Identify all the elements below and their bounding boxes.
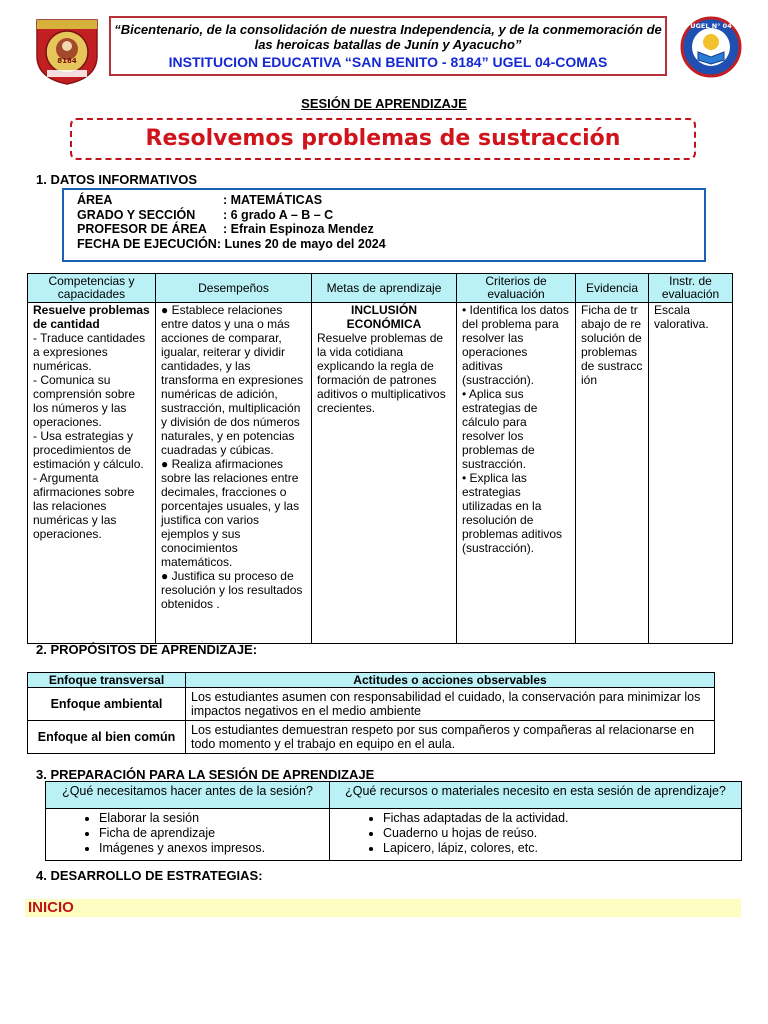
list-item: • Ficha de aprendizaje — [99, 826, 329, 841]
table-row — [46, 809, 742, 861]
desempeno-item: ● Establece relaciones entre datos y una o más acciones de comparar, igualar, reiterar y dividir cantidades, y las transforma en expresiones numéricas de adición, sustracción, multiplicación y división de dos números naturales, y en potencias cuadradas y cúbicas. — [161, 303, 304, 457]
enfoques-table — [27, 672, 715, 754]
session-label: SESIÓN DE APRENDIZAJE — [301, 96, 467, 111]
meta-title: INCLUSIÓN ECONÓMICA — [346, 303, 422, 331]
list-item: • Lapicero, lápiz, colores, etc. — [383, 841, 741, 856]
title-frame — [70, 118, 696, 160]
column-header: Desempeños — [156, 274, 312, 303]
enfoque-name: Enfoque ambiental — [28, 688, 186, 721]
datos-row: FECHA DE EJECUCIÓN: Lunes 20 de mayo del 2024 — [77, 236, 386, 251]
list-item: • Imágenes y anexos impresos. — [99, 841, 329, 856]
table-header-row — [28, 274, 733, 303]
section-heading-propositos: 2. PROPÓSITOS DE APRENDIZAJE: — [36, 642, 258, 657]
competencia-title: Resuelve problemas de cantidad — [33, 303, 150, 331]
column-header: Competencias y capacidades — [28, 274, 156, 303]
section-heading-desarrollo: 4. DESARROLLO DE ESTRATEGIAS: — [36, 868, 263, 883]
enfoque-actitud: Los estudiantes demuestran respeto por sus compañeros y compañeras al relacionarse en todo momento y el trabajo en equipo en el aula. — [186, 721, 715, 754]
capacidad-item: - Usa estrategias y procedimientos de estimación y cálculo. — [33, 429, 144, 471]
column-header: Enfoque transversal — [28, 673, 186, 688]
table-row — [28, 303, 733, 644]
table-row — [28, 688, 715, 721]
institution-name: INSTITUCION EDUCATIVA “SAN BENITO - 8184” UGEL 04-COMAS — [168, 54, 608, 70]
list-item: • Elaborar la sesión — [99, 811, 329, 826]
table-header-row — [46, 782, 742, 809]
datos-informativos-box — [62, 188, 706, 262]
antes-cell — [46, 809, 330, 861]
column-header: Evidencia — [576, 274, 649, 303]
table-row — [28, 721, 715, 754]
svg-text:8184: 8184 — [57, 57, 77, 65]
desempeno-item: ● Justifica su proceso de resolución y los resultados obtenidos . — [161, 569, 303, 611]
enfoque-name: Enfoque al bien común — [28, 721, 186, 754]
datos-row: GRADO Y SECCIÓN : 6 grado A – B – C — [77, 207, 334, 222]
desempenos-cell — [156, 303, 312, 644]
inicio-heading: INICIO — [28, 899, 74, 916]
metas-cell — [312, 303, 457, 644]
capacidad-item: - Argumenta afirmaciones sobre las relaciones numéricas y las operaciones. — [33, 471, 135, 541]
column-header: Metas de aprendizaje — [312, 274, 457, 303]
column-header: Criterios de evaluación — [457, 274, 576, 303]
header-quote: “Bicentenario, de la consolidación de nuestra Independencia, y de la conmemoración de las heroicas batallas de Junín y Ayacucho” — [114, 22, 662, 52]
column-header: Actitudes o acciones observables — [186, 673, 715, 688]
criterios-cell — [457, 303, 576, 644]
desempeno-item: ● Realiza afirmaciones sobre las relaciones entre decimales, fracciones o porcentajes usuales, y las justifica con varios ejemplos y sus conocimientos matemáticos. — [161, 457, 300, 569]
capacidad-item: - Traduce cantidades a expresiones numéricas. — [33, 331, 146, 373]
page-title: Resolvemos problemas de sustracción — [145, 126, 621, 151]
header-banner — [109, 16, 667, 76]
list-item: • Fichas adaptadas de la actividad. — [383, 811, 741, 826]
recursos-cell — [330, 809, 742, 861]
table-header-row — [28, 673, 715, 688]
svg-text:UGEL N° 04: UGEL N° 04 — [690, 22, 732, 30]
capacidad-item: - Comunica su comprensión sobre los números y las operaciones. — [33, 373, 136, 429]
criterio-item: • Explica las estrategias utilizadas en la resolución de problemas aditivos (sustracción). — [462, 471, 563, 555]
section-heading-preparacion: 3. PREPARACIÓN PARA LA SESIÓN DE APRENDIZAJE — [36, 767, 375, 782]
preparacion-table — [45, 781, 742, 861]
list-item: • Cuaderno u hojas de reúso. — [383, 826, 741, 841]
competencias-table — [27, 273, 733, 644]
column-header: Instr. de evaluación — [649, 274, 733, 303]
meta-text: Resuelve problemas de la vida cotidiana explicando la regla de formación de patrones aditivos o multiplicativos crecientes. — [317, 331, 446, 415]
inicio-highlight — [25, 899, 741, 917]
column-header: ¿Qué recursos o materiales necesito en esta sesión de aprendizaje? — [330, 782, 742, 809]
enfoque-actitud: Los estudiantes asumen con responsabilidad el cuidado, la conservación para minimizar los impactos negativos en el medio ambiente — [186, 688, 715, 721]
ugel-logo — [680, 16, 742, 78]
criterio-item: • Aplica sus estrategias de cálculo para resolver los problemas de sustracción. — [462, 387, 538, 471]
datos-row: PROFESOR DE ÁREA : Efrain Espinoza Mendez — [77, 222, 374, 236]
competencias-cell — [28, 303, 156, 644]
instrumento-cell: Escala valorativa. — [649, 303, 733, 644]
school-crest-logo — [34, 16, 100, 86]
evidencia-cell: Ficha de trabajo de resolución de problemas de sustracción — [576, 303, 649, 644]
section-heading-datos: 1. DATOS INFORMATIVOS — [36, 172, 198, 187]
column-header: ¿Qué necesitamos hacer antes de la sesión? — [46, 782, 330, 809]
criterio-item: • Identifica los datos del problema para resolver las operaciones aditivas (sustracción). — [462, 303, 569, 387]
datos-row: ÁREA : MATEMÁTICAS — [77, 193, 323, 207]
